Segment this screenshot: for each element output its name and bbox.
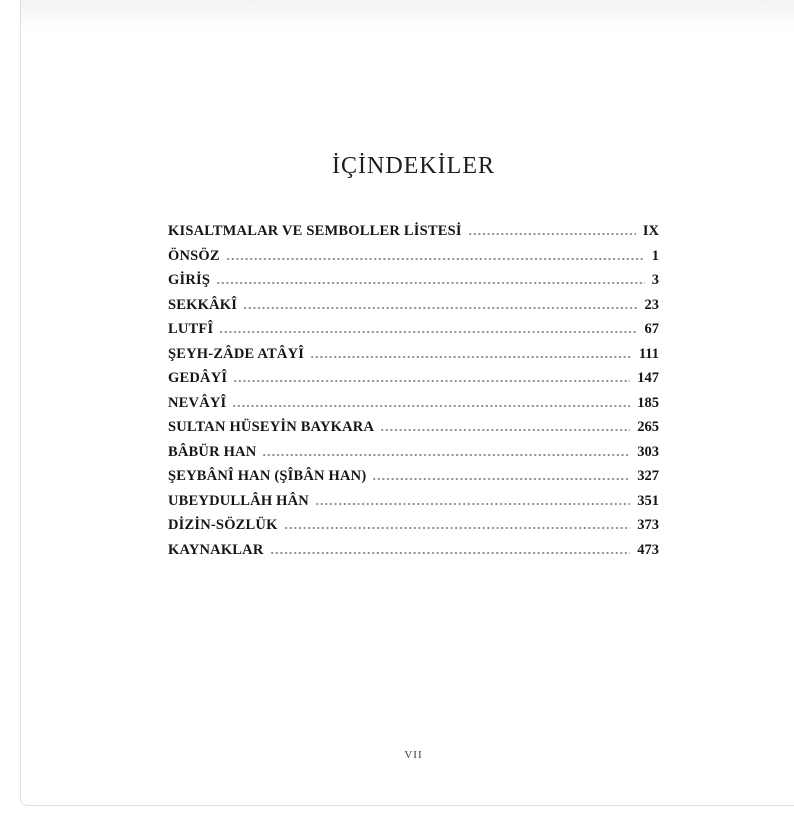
dot-leader — [227, 258, 645, 260]
toc-entry-label: LUTFÎ — [168, 321, 214, 337]
dot-leader — [233, 405, 630, 407]
toc-row — [168, 395, 659, 420]
toc-entry-label: ÖNSÖZ — [168, 247, 220, 264]
toc-entry-label: BÂBÜR HAN — [168, 443, 257, 460]
dot-leader — [217, 282, 645, 284]
toc-entry-label: GEDÂYÎ — [168, 370, 228, 386]
toc-entry-page-number: 351 — [637, 492, 659, 509]
document-page — [20, 0, 794, 806]
toc-row — [168, 248, 659, 273]
dot-leader — [373, 478, 630, 480]
toc-row — [168, 370, 659, 395]
toc-row — [168, 419, 659, 444]
toc-entry-page-number: 303 — [637, 443, 659, 460]
toc-row — [168, 223, 659, 248]
toc-entry-page-number: IX — [642, 223, 659, 239]
toc-entry-label: NEVÂYÎ — [168, 394, 227, 411]
toc-entry-label: ŞEYH-ZÂDE ATÂYÎ — [168, 345, 305, 362]
dot-leader — [244, 307, 637, 309]
folio-page-number: VII — [404, 749, 423, 761]
toc-entry-label: SEKKÂKÎ — [168, 296, 238, 313]
toc-entry-label: UBEYDULLÂH HÂN — [168, 492, 309, 509]
toc-entry-label: DİZİN-SÖZLÜK — [168, 517, 278, 533]
toc-entry-page-number: 473 — [637, 541, 659, 558]
toc-entry-page-number: 147 — [637, 370, 659, 386]
toc-entry-page-number: 3 — [651, 272, 659, 288]
page-title: İÇİNDEKİLER — [332, 153, 495, 179]
dot-leader — [263, 454, 630, 456]
dot-leader — [285, 527, 631, 529]
toc-row — [168, 272, 659, 297]
toc-entry-label: ŞEYBÂNÎ HAN (ŞÎBÂN HAN) — [168, 468, 367, 484]
toc-entry-page-number: 185 — [637, 394, 659, 411]
toc-row — [168, 542, 659, 567]
toc-row — [168, 297, 659, 322]
toc-entry-label: KISALTMALAR VE SEMBOLLER LİSTESİ — [168, 223, 462, 239]
toc-entry-page-number: 327 — [637, 468, 659, 484]
toc-entry-page-number: 265 — [637, 419, 659, 435]
dot-leader — [234, 380, 630, 382]
dot-leader — [381, 429, 630, 431]
toc-row — [168, 517, 659, 542]
toc-row — [168, 321, 659, 346]
dot-leader — [311, 356, 632, 358]
dot-leader — [469, 233, 636, 235]
toc-row — [168, 444, 659, 469]
toc-list — [168, 223, 659, 566]
toc-entry-page-number: 23 — [644, 296, 659, 313]
toc-row — [168, 468, 659, 493]
toc-row — [168, 493, 659, 518]
toc-entry-page-number: 67 — [644, 321, 659, 337]
toc-entry-page-number: 373 — [637, 517, 659, 533]
toc-row — [168, 346, 659, 371]
dot-leader — [316, 503, 630, 505]
dot-leader — [271, 552, 631, 554]
top-scroll-shade — [21, 0, 794, 30]
dot-leader — [220, 331, 637, 333]
toc-entry-label: SULTAN HÜSEYİN BAYKARA — [168, 419, 375, 435]
toc-entry-page-number: 1 — [651, 247, 659, 264]
toc-entry-label: GİRİŞ — [168, 272, 211, 288]
toc-entry-label: KAYNAKLAR — [168, 541, 264, 558]
toc-entry-page-number: 111 — [638, 345, 659, 362]
